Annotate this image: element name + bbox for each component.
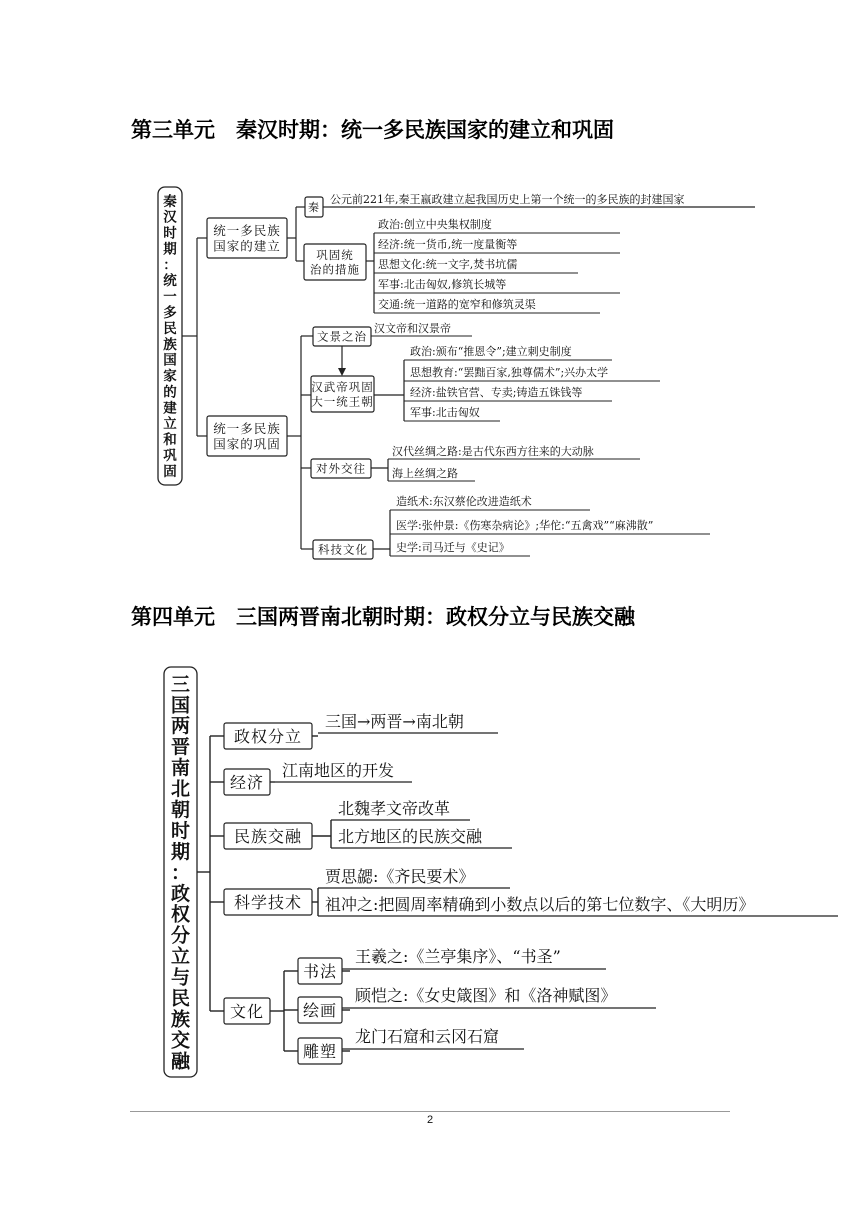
unit3-item: 思想文化:统一文字,焚书坑儒 xyxy=(378,258,518,271)
unit3-node-wudi-label: 汉武帝巩固 xyxy=(311,379,374,394)
unit4-item: 三国→两晋→南北朝 xyxy=(325,712,464,731)
unit3-item: 汉文帝和汉景帝 xyxy=(374,322,451,335)
svg-text:交: 交 xyxy=(170,1029,191,1052)
arrow-head xyxy=(338,368,346,376)
unit4-item: 祖冲之:把圆周率精确到小数点以后的第七位数字、《大明历》 xyxy=(325,895,755,914)
svg-text:一: 一 xyxy=(163,289,177,306)
unit3-root-box-text xyxy=(162,193,177,480)
unit4-root-box-text xyxy=(171,673,191,1072)
svg-text:政: 政 xyxy=(170,882,191,905)
svg-text:多: 多 xyxy=(163,305,177,322)
svg-text:立: 立 xyxy=(170,945,191,968)
svg-text:巩: 巩 xyxy=(163,448,177,465)
svg-text:秦: 秦 xyxy=(163,193,177,210)
unit3-item: 汉代丝绸之路:是古代东西方往来的大动脉 xyxy=(392,445,594,458)
unit3-branch-1-label: 国家的巩固 xyxy=(213,436,281,452)
unit3-item: 公元前221年,秦王嬴政建立起我国历史上第一个统一的多民族的封建国家 xyxy=(330,193,685,206)
unit3-item: 军事:北击匈奴 xyxy=(410,406,480,419)
svg-text:朝: 朝 xyxy=(170,798,191,821)
unit3-node-measures-label: 巩固统 xyxy=(316,247,354,262)
unit3-item: 经济:盐铁官营、专卖;铸造五铢钱等 xyxy=(410,386,583,399)
unit3-item: 思想教育:“罢黜百家,独尊儒术”;兴办太学 xyxy=(410,366,609,379)
svg-text:汉: 汉 xyxy=(163,209,177,226)
unit4-culture-2-label: 雕塑 xyxy=(302,1041,338,1061)
unit3-item: 军事:北击匈奴,修筑长城等 xyxy=(378,278,507,291)
svg-text:族: 族 xyxy=(163,336,177,353)
unit3-mindmap xyxy=(0,0,860,600)
unit4-branch-2-label: 民族交融 xyxy=(233,826,303,846)
svg-text:晋: 晋 xyxy=(170,736,191,759)
svg-text:时: 时 xyxy=(163,225,177,242)
svg-text:与: 与 xyxy=(170,966,191,989)
svg-text:两: 两 xyxy=(170,715,191,738)
svg-text:：: ： xyxy=(163,257,177,274)
unit4-branch-1-label: 经济 xyxy=(229,772,265,792)
unit4-item: 北方地区的民族交融 xyxy=(338,827,483,846)
unit3-item: 交通:统一道路的宽窄和修筑灵渠 xyxy=(378,298,536,311)
unit4-item: 王羲之:《兰亭集序》、“书圣” xyxy=(355,947,561,966)
unit3-item: 史学:司马迁与《史记》 xyxy=(396,541,510,554)
svg-text:固: 固 xyxy=(163,463,177,480)
svg-text:融: 融 xyxy=(170,1050,191,1073)
unit3-item: 政治:颁布“推恩令”;建立刺史制度 xyxy=(410,345,572,358)
unit3-node-wenjing-label: 文景之治 xyxy=(317,329,367,344)
unit3-node-tech-label: 科技文化 xyxy=(318,542,368,557)
unit3-branch-1-label: 统一多民族 xyxy=(213,420,281,436)
svg-text:统: 统 xyxy=(163,273,177,290)
svg-text:家: 家 xyxy=(163,368,177,385)
unit4-culture-0-label: 书法 xyxy=(302,961,338,981)
svg-text:北: 北 xyxy=(170,778,191,801)
unit3-item: 海上丝绸之路 xyxy=(392,467,458,480)
unit3-branch-0-label: 国家的建立 xyxy=(213,238,281,254)
svg-text:国: 国 xyxy=(163,352,177,369)
svg-text:期: 期 xyxy=(163,241,177,258)
unit3-branch-0-label: 统一多民族 xyxy=(213,222,281,238)
svg-text:三: 三 xyxy=(170,673,191,696)
svg-text:分: 分 xyxy=(170,924,191,947)
footer-divider xyxy=(130,1111,730,1112)
unit4-item: 顾恺之:《女史箴图》和《洛神赋图》 xyxy=(355,986,617,1005)
unit4-branch-4-label: 文化 xyxy=(229,1001,265,1021)
svg-text:建: 建 xyxy=(163,400,177,417)
svg-text:：: ： xyxy=(170,861,191,884)
unit3-node-wudi-label: 大一统王朝 xyxy=(311,394,374,409)
unit3-item: 医学:张仲景:《伤寒杂病论》;华佗:“五禽戏”“麻沸散” xyxy=(396,519,654,532)
svg-text:南: 南 xyxy=(170,757,191,780)
unit3-item: 造纸术:东汉蔡伦改进造纸术 xyxy=(396,495,532,508)
svg-text:民: 民 xyxy=(163,320,177,337)
unit3-node-measures-label: 治的措施 xyxy=(310,262,360,277)
svg-text:时: 时 xyxy=(170,819,191,842)
unit4-branch-3-label: 科学技术 xyxy=(233,892,303,912)
svg-text:族: 族 xyxy=(170,1008,191,1031)
svg-text:和: 和 xyxy=(163,432,177,449)
svg-text:权: 权 xyxy=(170,903,191,926)
svg-text:立: 立 xyxy=(163,416,177,433)
unit4-item: 贾思勰:《齐民要术》 xyxy=(325,867,475,886)
svg-text:民: 民 xyxy=(170,987,191,1010)
unit4-branch-0-label: 政权分立 xyxy=(233,726,303,746)
svg-text:国: 国 xyxy=(170,694,191,717)
svg-text:的: 的 xyxy=(163,384,177,401)
unit4-item: 北魏孝文帝改革 xyxy=(338,799,451,818)
unit3-title: 第三单元 秦汉时期：统一多民族国家的建立和巩固 xyxy=(131,118,614,142)
unit4-culture-1-label: 绘画 xyxy=(302,1000,338,1020)
unit4-mindmap xyxy=(0,600,860,1100)
page-number: 2 xyxy=(426,1114,434,1126)
svg-text:期: 期 xyxy=(170,840,191,863)
unit4-item: 江南地区的开发 xyxy=(282,761,395,780)
unit3-item: 政治:创立中央集权制度 xyxy=(378,218,492,231)
unit4-title: 第四单元 三国两晋南北朝时期：政权分立与民族交融 xyxy=(131,605,635,629)
unit3-node-qin-label: 秦 xyxy=(308,200,320,214)
unit3-node-foreign-label: 对外交往 xyxy=(316,461,366,476)
unit3-item: 经济:统一货币,统一度量衡等 xyxy=(378,238,518,251)
unit4-item: 龙门石窟和云冈石窟 xyxy=(355,1027,500,1046)
